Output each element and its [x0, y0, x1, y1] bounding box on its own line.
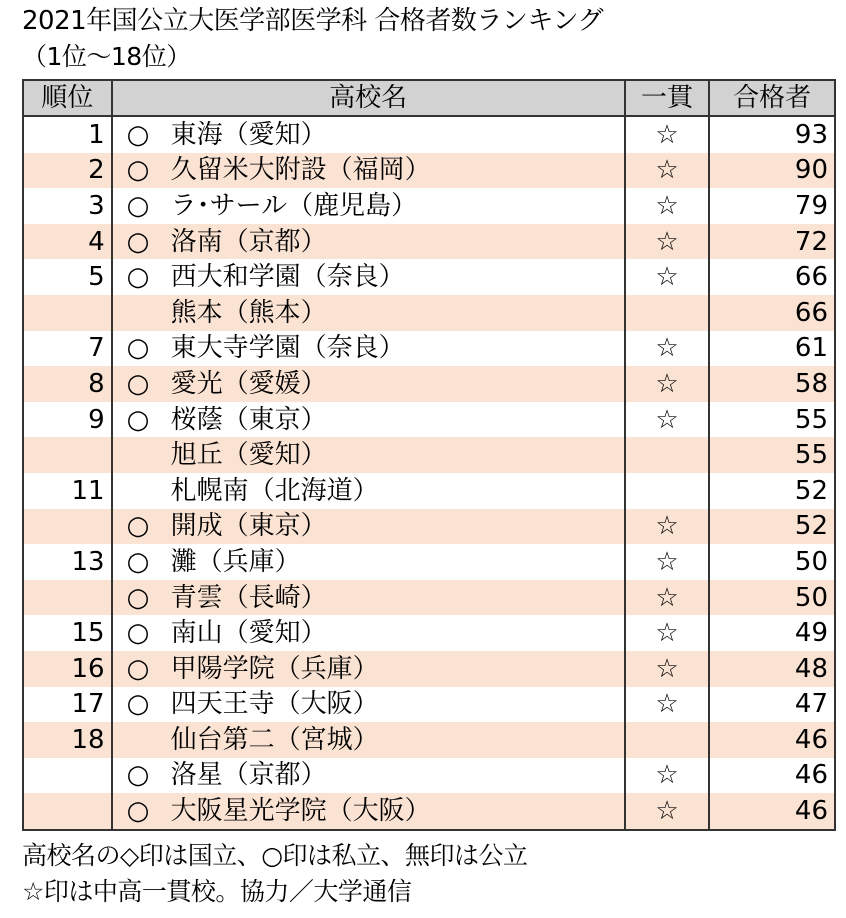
school-cell — [112, 758, 625, 794]
header-school: 高校名 — [112, 80, 625, 116]
school-name: 仙台第二（宮城） — [170, 724, 379, 755]
passers-cell: 79 — [709, 188, 835, 224]
passers-cell: 50 — [709, 544, 835, 580]
school-cell — [112, 331, 625, 367]
passers-cell: 46 — [709, 758, 835, 794]
ikkan-star-icon: ☆ — [625, 188, 709, 224]
table-row — [23, 687, 835, 723]
table-row — [23, 295, 835, 331]
private-school-mark: ○ — [126, 689, 150, 720]
private-school-mark: ○ — [126, 155, 150, 186]
school-name: 甲陽学院（兵庫） — [170, 653, 379, 684]
table-row — [23, 509, 835, 545]
private-school-mark: ○ — [126, 760, 150, 791]
school-name: 東大寺学園（奈良） — [170, 333, 405, 364]
ikkan-star-icon: ☆ — [625, 116, 709, 153]
passers-cell: 90 — [709, 153, 835, 189]
private-school-mark: ○ — [126, 511, 150, 542]
passers-cell: 55 — [709, 437, 835, 473]
passers-cell: 58 — [709, 366, 835, 402]
ikkan-star-icon: ☆ — [625, 758, 709, 794]
school-cell — [112, 224, 625, 260]
school-cell — [112, 188, 625, 224]
table-row — [23, 473, 835, 509]
private-school-mark: ○ — [126, 618, 150, 649]
rank-cell — [23, 793, 112, 830]
school-cell — [112, 615, 625, 651]
table-row — [23, 437, 835, 473]
school-name: 大阪星光学院（大阪） — [170, 796, 431, 827]
passers-cell: 66 — [709, 295, 835, 331]
private-school-mark: ○ — [126, 119, 150, 150]
school-cell — [112, 116, 625, 153]
passers-cell: 72 — [709, 224, 835, 260]
table-row — [23, 153, 835, 189]
school-cell — [112, 544, 625, 580]
school-cell — [112, 473, 625, 509]
school-name: 札幌南（北海道） — [170, 475, 379, 506]
school-name: 東海（愛知） — [170, 119, 327, 150]
ikkan-star-icon — [625, 437, 709, 473]
ikkan-star-icon: ☆ — [625, 651, 709, 687]
table-row — [23, 651, 835, 687]
header-ikkan: 一貫 — [625, 80, 709, 116]
rank-cell — [23, 758, 112, 794]
ikkan-star-icon — [625, 722, 709, 758]
passers-cell: 48 — [709, 651, 835, 687]
school-cell — [112, 687, 625, 723]
rank-cell: 17 — [23, 687, 112, 723]
rank-cell: 16 — [23, 651, 112, 687]
school-name: 灘（兵庫） — [170, 546, 301, 577]
table-row — [23, 580, 835, 616]
ikkan-star-icon — [625, 473, 709, 509]
rank-cell: 15 — [23, 615, 112, 651]
private-school-mark: ○ — [126, 262, 150, 293]
ikkan-star-icon: ☆ — [625, 153, 709, 189]
rank-cell — [23, 295, 112, 331]
rank-cell — [23, 580, 112, 616]
rank-cell: 3 — [23, 188, 112, 224]
page-subtitle: （1位～18位） — [22, 42, 191, 71]
page-title: 2021年国公立大医学部医学科 合格者数ランキング — [22, 6, 604, 36]
ikkan-star-icon: ☆ — [625, 544, 709, 580]
ikkan-star-icon: ☆ — [625, 224, 709, 260]
passers-cell: 93 — [709, 116, 835, 153]
school-name: 桜蔭（東京） — [170, 404, 327, 435]
footnote-line: ☆印は中高一貫校。協力／大学通信 — [22, 877, 412, 906]
header-row — [23, 80, 835, 116]
table-header — [23, 80, 835, 116]
rank-cell: 5 — [23, 259, 112, 295]
ikkan-star-icon: ☆ — [625, 615, 709, 651]
ikkan-star-icon: ☆ — [625, 331, 709, 367]
school-cell — [112, 402, 625, 438]
header-rank: 順位 — [23, 80, 112, 116]
private-school-mark: ○ — [126, 368, 150, 399]
table-row — [23, 366, 835, 402]
passers-cell: 47 — [709, 687, 835, 723]
passers-cell: 52 — [709, 473, 835, 509]
private-school-mark: ○ — [126, 333, 150, 364]
table-row — [23, 758, 835, 794]
rank-cell: 11 — [23, 473, 112, 509]
passers-cell: 61 — [709, 331, 835, 367]
ikkan-star-icon: ☆ — [625, 580, 709, 616]
school-cell — [112, 366, 625, 402]
table-row — [23, 188, 835, 224]
school-cell — [112, 295, 625, 331]
passers-cell: 46 — [709, 722, 835, 758]
private-school-mark: ○ — [126, 653, 150, 684]
passers-cell: 55 — [709, 402, 835, 438]
ikkan-star-icon: ☆ — [625, 259, 709, 295]
ikkan-star-icon: ☆ — [625, 793, 709, 830]
passers-cell: 46 — [709, 793, 835, 830]
ranking-table — [22, 79, 836, 831]
passers-cell: 49 — [709, 615, 835, 651]
school-name: 南山（愛知） — [170, 618, 327, 649]
school-name: 四天王寺（大阪） — [170, 689, 379, 720]
rank-cell: 9 — [23, 402, 112, 438]
table-row — [23, 722, 835, 758]
school-cell — [112, 259, 625, 295]
school-name: 旭丘（愛知） — [170, 440, 327, 471]
header-passers: 合格者 — [709, 80, 835, 116]
footnotes — [22, 838, 528, 910]
school-cell — [112, 437, 625, 473]
passers-cell: 66 — [709, 259, 835, 295]
table-row — [23, 615, 835, 651]
table-row — [23, 544, 835, 580]
passers-cell: 52 — [709, 509, 835, 545]
rank-cell — [23, 437, 112, 473]
rank-cell: 13 — [23, 544, 112, 580]
footnote-line: 高校名の◇印は国立、○印は私立、無印は公立 — [22, 841, 528, 870]
table-row — [23, 116, 835, 153]
school-name: 洛南（京都） — [170, 226, 327, 257]
rank-cell: 2 — [23, 153, 112, 189]
table-body — [23, 116, 835, 830]
school-name: 久留米大附設（福岡） — [170, 155, 431, 186]
table-row — [23, 402, 835, 438]
school-cell — [112, 153, 625, 189]
ikkan-star-icon: ☆ — [625, 366, 709, 402]
school-name: ラ･サール（鹿児島） — [170, 190, 418, 221]
table-row — [23, 331, 835, 367]
school-cell — [112, 580, 625, 616]
school-name: 愛光（愛媛） — [170, 368, 327, 399]
ikkan-star-icon: ☆ — [625, 509, 709, 545]
school-cell — [112, 651, 625, 687]
school-cell — [112, 509, 625, 545]
school-name: 熊本（熊本） — [170, 297, 327, 328]
private-school-mark: ○ — [126, 226, 150, 257]
passers-cell: 50 — [709, 580, 835, 616]
ikkan-star-icon: ☆ — [625, 402, 709, 438]
rank-cell: 1 — [23, 116, 112, 153]
school-name: 開成（東京） — [170, 511, 327, 542]
school-cell — [112, 722, 625, 758]
ikkan-star-icon — [625, 295, 709, 331]
school-name: 西大和学園（奈良） — [170, 262, 405, 293]
ikkan-star-icon: ☆ — [625, 687, 709, 723]
private-school-mark: ○ — [126, 404, 150, 435]
rank-cell: 4 — [23, 224, 112, 260]
rank-cell: 7 — [23, 331, 112, 367]
private-school-mark: ○ — [126, 190, 150, 221]
rank-cell: 18 — [23, 722, 112, 758]
school-name: 洛星（京都） — [170, 760, 327, 791]
rank-cell — [23, 509, 112, 545]
private-school-mark: ○ — [126, 582, 150, 613]
rank-cell: 8 — [23, 366, 112, 402]
private-school-mark: ○ — [126, 546, 150, 577]
table-row — [23, 793, 835, 830]
private-school-mark: ○ — [126, 796, 150, 827]
table-row — [23, 259, 835, 295]
school-name: 青雲（長崎） — [170, 582, 327, 613]
table-row — [23, 224, 835, 260]
school-cell — [112, 793, 625, 830]
